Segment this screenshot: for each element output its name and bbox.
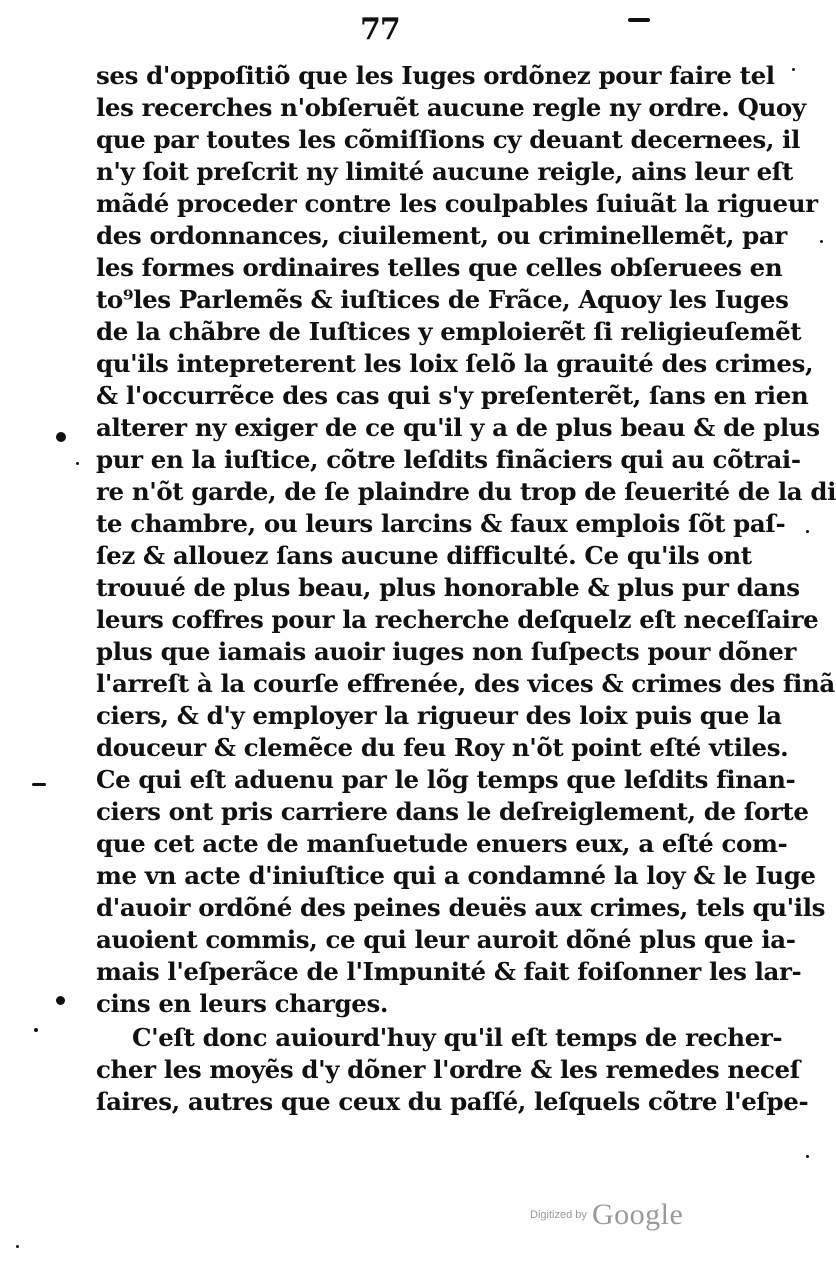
- ink-speck: [56, 996, 65, 1005]
- text-line: douceur & clemẽce du feu Roy n'õt point eſté vtiles.: [96, 733, 789, 762]
- text-line: & l'occurrẽce des cas qui s'y preſenterẽt, ſans en rien: [96, 381, 809, 410]
- text-line: que par toutes les cõmiſſions cy deuant decernees, il: [96, 125, 800, 154]
- digitized-by-google-watermark: [530, 1198, 683, 1232]
- text-line: Ce qui eſt aduenu par le lõg temps que leſdits finan-: [96, 765, 796, 794]
- ink-speck: [806, 530, 809, 533]
- ink-speck: [56, 432, 66, 442]
- text-line: cher les moyẽs d'y dõner l'ordre & les remedes neceſ: [96, 1055, 800, 1084]
- text-line: n'y ſoit preſcrit ny limité aucune reigle, ains leur eſt: [96, 157, 793, 186]
- ink-speck: [16, 1245, 19, 1248]
- text-line: que cet acte de manſuetude enuers eux, a eſté com-: [96, 829, 788, 858]
- text-line: alterer ny exiger de ce qu'il y a de plus beau & de plus: [96, 413, 820, 442]
- text-line: mãdé proceder contre les coulpables ſuiuãt la rigueur: [96, 189, 818, 218]
- google-logo: Google: [591, 1198, 684, 1231]
- text-line: l'arreſt à la courſe effrenée, des vices & crimes des finã: [96, 669, 835, 698]
- text-line: ciers ont pris carriere dans le deſreiglement, de ſorte: [96, 797, 809, 826]
- watermark-prefix: Digitized by: [530, 1209, 587, 1221]
- text-line: d'auoir ordõné des peines deuës aux crimes, tels qu'ils: [96, 893, 825, 922]
- ink-speck: [792, 68, 795, 71]
- text-line: ses d'oppoſitiõ que les Iuges ordõnez pour faire tel: [96, 61, 775, 90]
- text-line: des ordonnances, ciuilement, ou criminellemẽt, par: [96, 221, 787, 250]
- ink-speck: [820, 240, 823, 243]
- ink-speck: [76, 462, 79, 465]
- text-line: auoient commis, ce qui leur auroit dõné plus que ia-: [96, 925, 796, 954]
- text-line: leurs coffres pour la recherche deſquelz eſt neceſſaire: [96, 605, 819, 634]
- text-line: C'eſt donc auiourd'huy qu'il eſt temps de recher-: [132, 1023, 783, 1052]
- ink-speck: [806, 1155, 809, 1158]
- text-line: ſez & allouez ſans aucune difficulté. Ce qu'ils ont: [96, 541, 752, 570]
- text-line: pur en la iuſtice, cõtre leſdits finãciers qui au cõtrai-: [96, 445, 801, 474]
- ink-speck: [628, 18, 650, 22]
- text-line: me vn acte d'iniuſtice qui a condamné la loy & le Iuge: [96, 861, 816, 890]
- text-line: to⁹les Parlemẽs & iuſtices de Frãce, Aquoy les Iuges: [96, 285, 789, 314]
- text-line: mais l'eſperãce de l'Impunité & fait foiſonner les lar-: [96, 957, 802, 986]
- ink-speck: [32, 783, 46, 786]
- page-number: 77: [360, 12, 400, 47]
- ink-speck: [34, 1028, 38, 1032]
- text-line: les recerches n'obſeruẽt aucune regle ny ordre. Quoy: [96, 93, 806, 122]
- text-line: cins en leurs charges.: [96, 989, 388, 1018]
- text-line: plus que iamais auoir iuges non ſuſpects pour dõner: [96, 637, 796, 666]
- text-line: de la chãbre de Iuſtices y emploierẽt ſi religieuſemẽt: [96, 317, 802, 346]
- text-line: qu'ils intepreterent les loix ſelõ la grauité des crimes,: [96, 349, 814, 378]
- text-line: ciers, & d'y employer la rigueur des loix puis que la: [96, 701, 782, 730]
- text-line: trouué de plus beau, plus honorable & plus pur dans: [96, 573, 800, 602]
- text-line: ſaires, autres que ceux du paſſé, leſquels cõtre l'eſpe-: [96, 1087, 809, 1116]
- text-line: les formes ordinaires telles que celles obſeruees en: [96, 253, 783, 282]
- text-line: te chambre, ou leurs larcins & faux emplois ſõt paſ-: [96, 509, 786, 538]
- text-line: re n'õt garde, de ſe plaindre du trop de ſeuerité de la di: [96, 477, 836, 506]
